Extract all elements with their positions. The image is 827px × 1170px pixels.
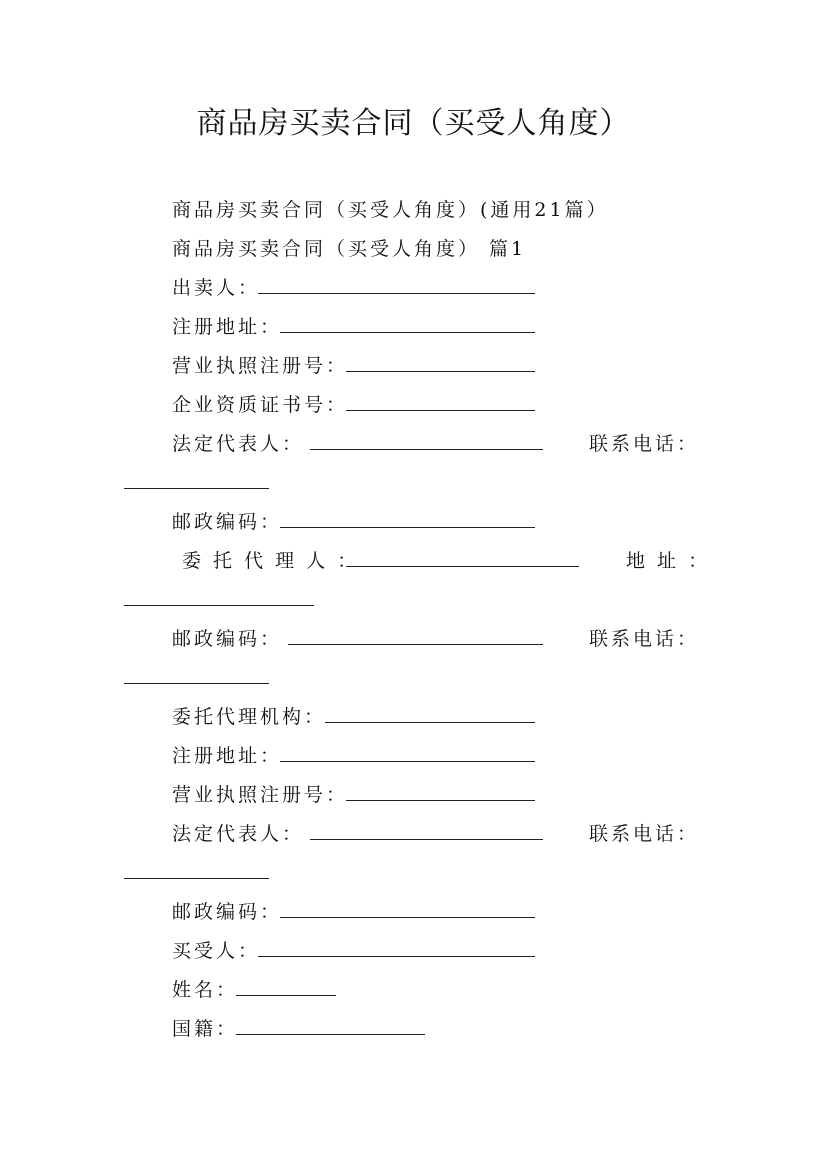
agent-address-continuation (0, 585, 827, 615)
buyer-label: 买受人： (172, 940, 261, 962)
postal-code-label: 邮政编码： (172, 628, 283, 650)
postal-code-label: 邮政编码： (172, 511, 283, 533)
address-label: 地 址 ： (626, 550, 711, 572)
license-no-label: 营业执照注册号： (172, 355, 349, 377)
agency-row (0, 702, 827, 732)
seller-reg-address-row (0, 312, 827, 342)
contact-phone-blank[interactable] (124, 488, 269, 489)
qualification-label: 企业资质证书号： (172, 394, 349, 416)
buyer-blank[interactable] (258, 956, 535, 957)
contact-phone-label: 联系电话： (589, 823, 700, 845)
reg-address-blank[interactable] (280, 761, 535, 762)
nationality-blank[interactable] (236, 1034, 425, 1035)
agency-label: 委托代理机构： (172, 706, 327, 728)
seller-agent-row (0, 546, 827, 576)
nationality-row (0, 1014, 827, 1044)
reg-address-blank[interactable] (280, 332, 535, 333)
agent-phone-continuation (0, 663, 827, 693)
seller-legal-rep-row (0, 429, 827, 459)
agency-license-row (0, 780, 827, 810)
agency-legal-rep-row (0, 819, 827, 849)
section-heading (0, 234, 827, 264)
reg-address-label: 注册地址： (172, 316, 283, 338)
seller-license-row (0, 351, 827, 381)
legal-rep-blank[interactable] (310, 839, 543, 840)
name-label: 姓名： (172, 979, 239, 1001)
contact-phone-label: 联系电话： (589, 628, 700, 650)
buyer-row (0, 936, 827, 966)
postal-code-blank[interactable] (280, 527, 535, 528)
seller-row (0, 273, 827, 303)
seller-phone-continuation (0, 468, 827, 498)
page-title: 商品房买卖合同（买受人角度） (196, 106, 631, 141)
postal-code-blank[interactable] (288, 644, 543, 645)
license-no-blank[interactable] (346, 800, 535, 801)
postal-code-blank[interactable] (280, 917, 535, 918)
seller-blank[interactable] (258, 293, 535, 294)
intro-text: 商品房买卖合同（买受人角度）(通用21篇） (172, 199, 609, 221)
nationality-label: 国籍： (172, 1018, 239, 1040)
agency-phone-continuation (0, 858, 827, 888)
seller-label: 出卖人： (172, 277, 261, 299)
contact-phone-blank[interactable] (124, 878, 269, 879)
address-blank[interactable] (124, 605, 314, 606)
agent-blank[interactable] (346, 566, 579, 567)
name-blank[interactable] (236, 995, 336, 996)
agency-blank[interactable] (325, 722, 535, 723)
legal-rep-label: 法定代表人： (172, 433, 305, 455)
qualification-blank[interactable] (346, 410, 535, 411)
doc-intro (0, 195, 827, 225)
agency-postal-row (0, 897, 827, 927)
license-no-blank[interactable] (346, 371, 535, 372)
qualification-row (0, 390, 827, 420)
agent-postal-row (0, 624, 827, 654)
agency-reg-address-row (0, 741, 827, 771)
reg-address-label: 注册地址： (172, 745, 283, 767)
license-no-label: 营业执照注册号： (172, 784, 349, 806)
seller-postal-row (0, 507, 827, 537)
legal-rep-label: 法定代表人： (172, 823, 305, 845)
contact-phone-label: 联系电话： (589, 433, 700, 455)
contact-phone-blank[interactable] (124, 683, 269, 684)
postal-code-label: 邮政编码： (172, 901, 283, 923)
name-row (0, 975, 827, 1005)
section-heading-text: 商品房买卖合同（买受人角度） 篇1 (172, 238, 527, 260)
legal-rep-blank[interactable] (310, 449, 543, 450)
agent-label: 委 托 代 理 人 ： (182, 550, 360, 572)
